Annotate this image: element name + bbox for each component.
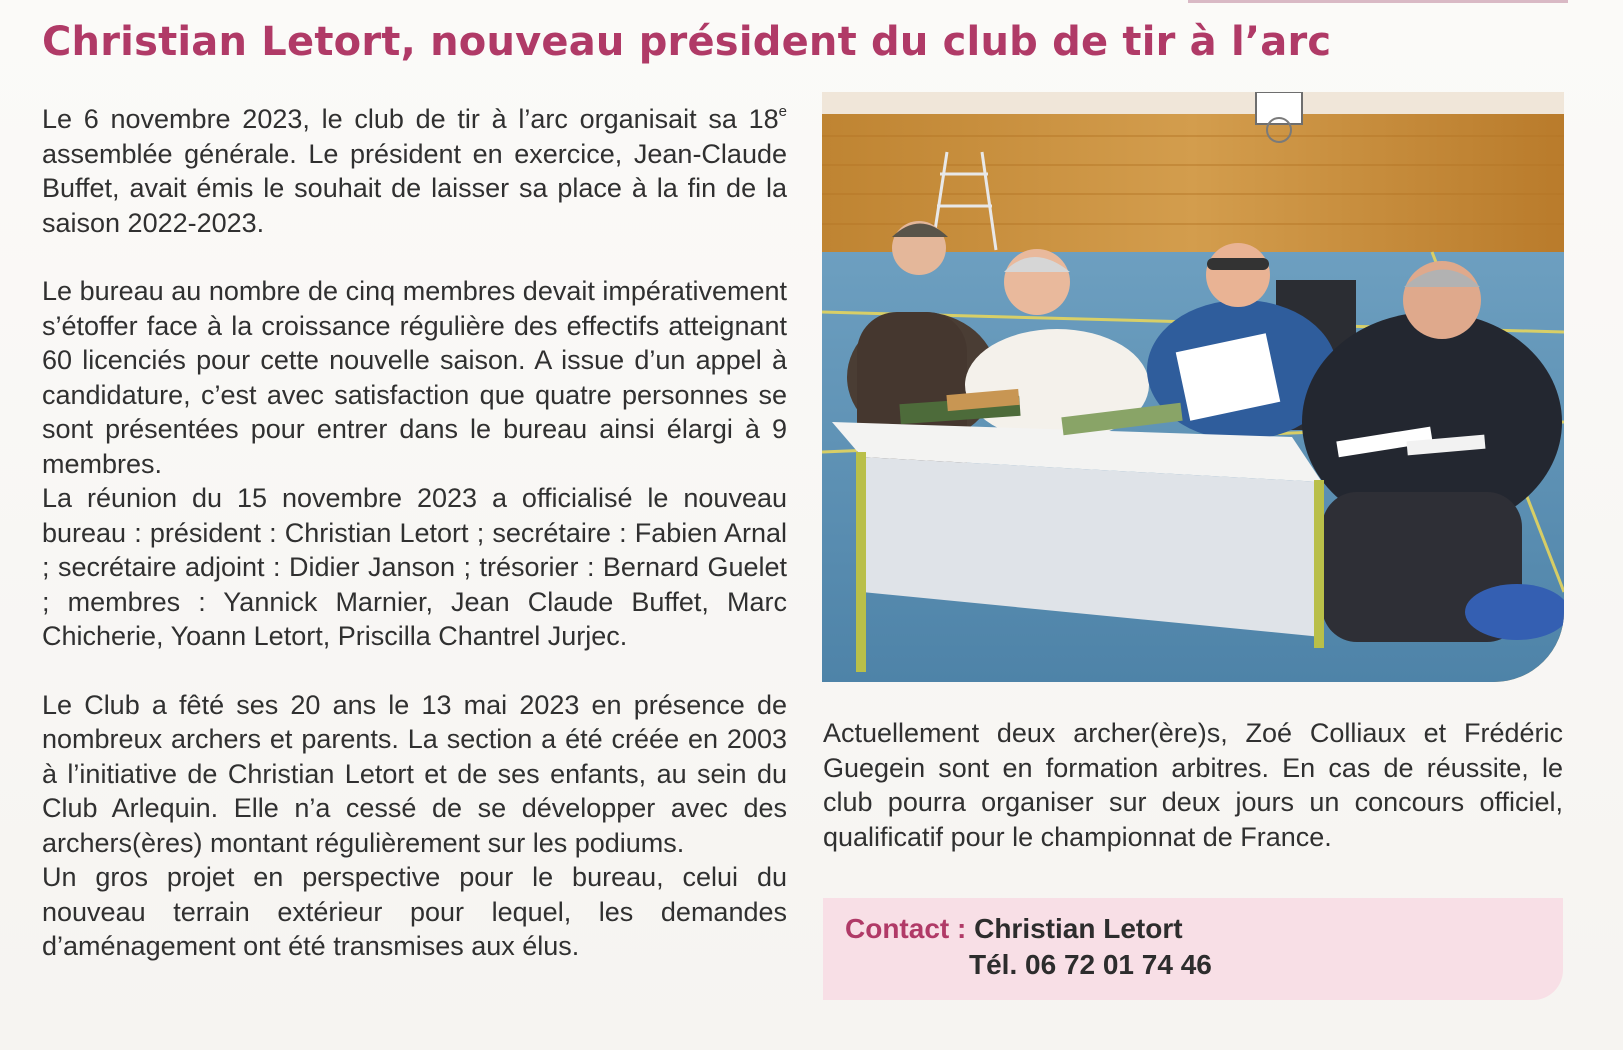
paragraph-assembly [42, 102, 787, 240]
club-meeting-photo [822, 92, 1564, 682]
contact-name: Christian Letort [974, 913, 1183, 944]
top-rule-decoration [1188, 0, 1568, 3]
paragraph-bureau-growth: Le bureau au nombre de cinq membres devait impérativement s’étoffer face à la croissance régulière des effectifs atteignant 60 licenciés pour cette nouvelle saison. A issue d’un appel à candidature, c’est avec satisfaction que quatre personnes se sont présentées pour entrer dans le bureau ainsi élargi à 9 membres. [42, 276, 787, 479]
meeting-photo-illustration [822, 92, 1564, 682]
article-title: Christian Letort, nouveau président du club de tir à l’arc [42, 19, 1332, 65]
assembly-text-start: Le 6 novembre 2023, le club de tir à l’arc organisait sa 18 [42, 104, 779, 134]
contact-box [823, 898, 1563, 1000]
paragraph-referees: Actuellement deux archer(ère)s, Zoé Colliaux et Frédéric Guegein sont en formation arbitres. En cas de réussite, le club pourra organiser sur deux jours un concours officiel, qualificatif pour le championnat de France. [823, 718, 1563, 852]
paragraph-project: Un gros projet en perspective pour le bureau, celui du nouveau terrain extérieur pour lequel, les demandes d’aménagement ont été transmises aux élus. [42, 862, 787, 961]
paragraph-gap [42, 654, 787, 688]
paragraph-anniversary: Le Club a fêté ses 20 ans le 13 mai 2023 en présence de nombreux archers et parents. La section a été créée en 2003 à l’initiative de Christian Letort et de ses enfants, au sein du Club Arlequin. Elle n’a cessé de se développer avec des archers(ères) montant régulièrement sur les podiums. [42, 689, 787, 858]
contact-line [845, 912, 1183, 946]
right-column [823, 716, 1563, 854]
paragraph-new-bureau: La réunion du 15 novembre 2023 a officialisé le nouveau bureau : président : Christian Letort ; secrétaire : Fabien Arnal ; secrétaire adjoint : Didier Janson ; trésorier : Bernard Guelet ; membres : Yannick Marnier, Jean Claude Buffet, Marc Chicherie, Yoann Letort, Priscilla Chantrel Jurjec. [42, 483, 787, 651]
contact-phone-line [969, 948, 1212, 982]
assembly-superscript: e [778, 103, 787, 120]
contact-label: Contact : [845, 913, 975, 944]
contact-phone: Tél. 06 72 01 74 46 [969, 949, 1212, 980]
assembly-text-end: assemblée générale. Le président en exercice, Jean-Claude Buffet, avait émis le souhait de laisser sa place à la fin de la saison 2022-2023. [42, 138, 787, 238]
left-column [42, 102, 787, 964]
paragraph-gap [42, 240, 787, 274]
